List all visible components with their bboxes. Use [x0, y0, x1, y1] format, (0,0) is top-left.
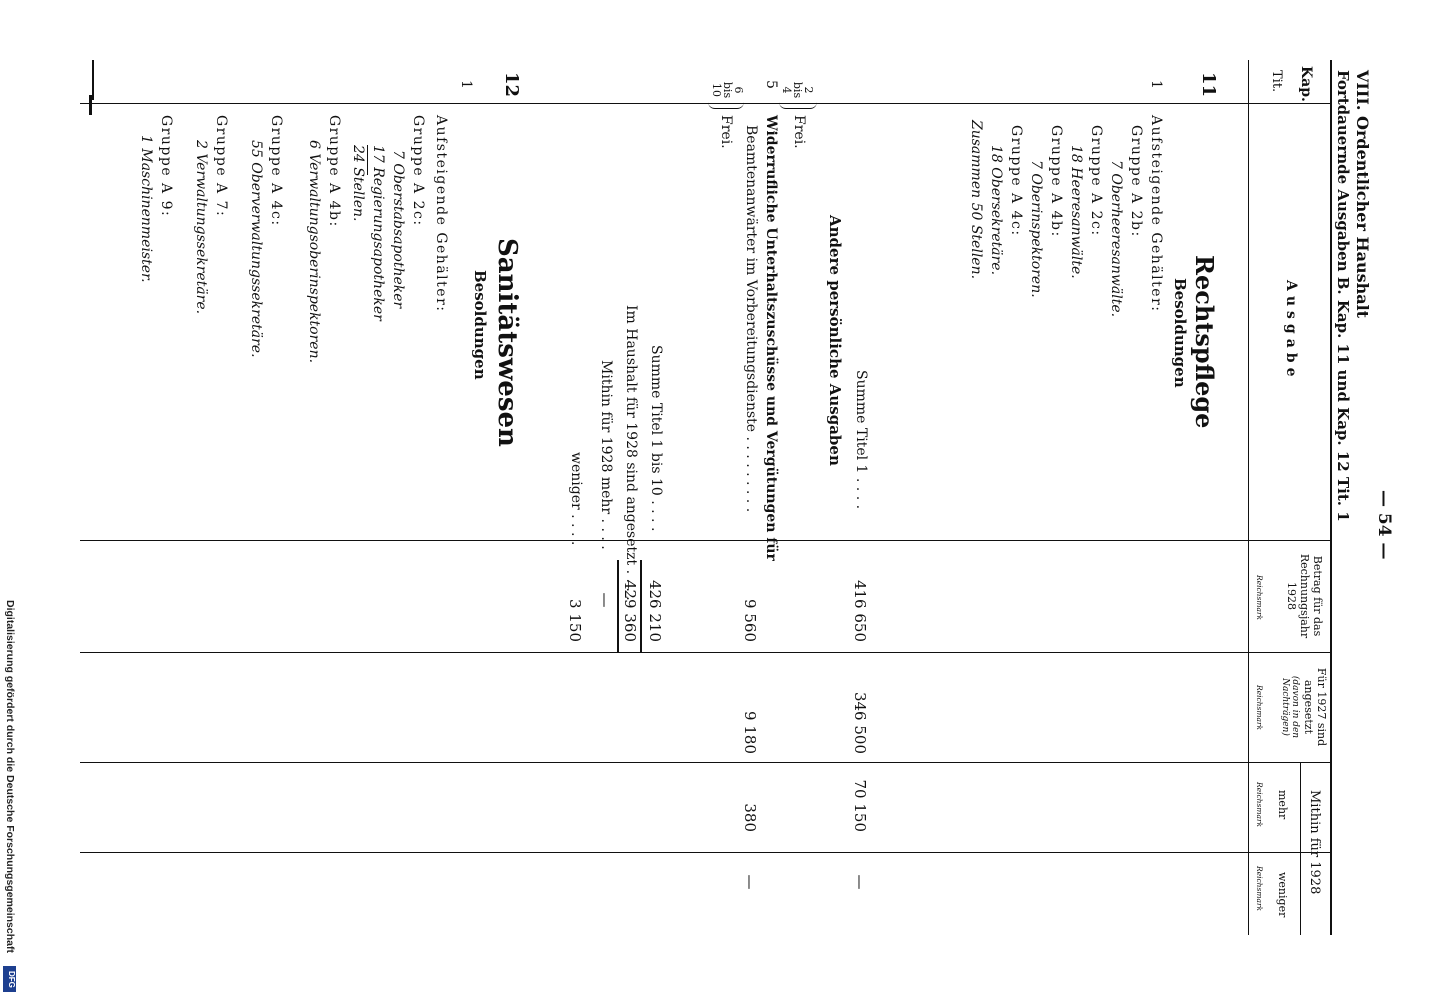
mithin-header-rule: [1300, 762, 1301, 935]
header-weniger: weniger: [1276, 872, 1289, 918]
kap12-line-11: Gruppe A 9:: [158, 115, 174, 218]
kap11-line-9: Zusammen 50 Stellen.: [968, 120, 984, 280]
kap11-line-2: 7 Oberheeresanwälte.: [1108, 160, 1124, 318]
col-rule-kap: [80, 103, 1332, 104]
kap11-summe-1-10: Summe Titel 1 bis 10 . . . .: [648, 345, 664, 532]
kap11-line-5: Gruppe A 4b:: [1048, 125, 1064, 238]
kap12-line-6: 6 Verwaltungsoberinspektoren.: [306, 140, 322, 364]
header-kap: Kap.: [1298, 66, 1314, 102]
kap11-mithin-mehr-betrag: —: [596, 592, 614, 608]
kap12-line-5: Gruppe A 4b:: [326, 115, 342, 228]
kap11-haushalt-betrag: 429 360: [621, 579, 639, 642]
kap11-andere-title: Andere persönliche Ausgaben: [826, 215, 844, 466]
kap11-tit-2-4: 2 bis 4: [780, 81, 815, 99]
kap11-tit5-weniger: —: [741, 874, 759, 890]
header-tit: Tit.: [1269, 70, 1284, 93]
kap12-line-12: 1 Maschinenmeister.: [138, 135, 154, 283]
table-top-rule: [1330, 60, 1332, 935]
kap11-tit-6-10: 6 bis 10: [710, 81, 745, 99]
kap11-line-8: 18 Obersekretäre.: [988, 145, 1004, 276]
kap11-line-1: Gruppe A 2b:: [1128, 125, 1144, 238]
kap11-summe-tit1-1927: 346 500: [851, 691, 869, 754]
header-mehr-unit: Reichsmark: [1255, 782, 1264, 828]
col-rule-mehr: [80, 852, 1332, 853]
kap11-summe-tit1-mehr: 70 150: [851, 779, 869, 832]
kap11-haushalt: Im Haushalt für 1928 sind angesetzt . . . .: [623, 305, 639, 601]
col-rule-ausgabe: [80, 540, 1332, 541]
dfg-credit-text: Digitalisierung gefördert durch die Deutsche Forschungsgemeinschaft: [4, 600, 16, 953]
header-weniger-unit: Reichsmark: [1255, 866, 1264, 912]
kap11-title: Rechtspflege: [1190, 255, 1219, 429]
page-number: — 54 —: [1374, 490, 1394, 560]
kap12-line-8: 55 Oberverwaltungssekretäre.: [248, 140, 264, 358]
kap11-line-4: 18 Heeresanwälte.: [1068, 145, 1084, 279]
section-title: VIII. Ordentlicher Haushalt: [1353, 70, 1372, 319]
kap12-row-rule: [92, 60, 94, 100]
header-angesetzt: Für 1927 sind angesetzt: [1302, 667, 1328, 747]
kap12-line-9: Gruppe A 7:: [213, 115, 229, 218]
dfg-credit: [0, 600, 20, 995]
kap11-line-3: Gruppe A 2c:: [1088, 125, 1104, 237]
header-angesetzt-note: (davon in den Nachträgen): [1280, 675, 1300, 739]
kap11-mithin-mehr: Mithin für 1928 mehr . . . .: [598, 360, 614, 550]
kap11-haushalt-rule: [618, 560, 620, 652]
kap11-tit5-1927: 9 180: [741, 711, 759, 754]
kap11-brace-2-4: [779, 102, 817, 109]
header-betrag: Betrag für das Rechnungsjahr 1928: [1285, 553, 1324, 639]
col-rule-betrag: [80, 652, 1332, 653]
kap11-besoldungen: Besoldungen: [1171, 278, 1189, 388]
kap12-aufsteigende: Aufsteigende Gehälter:: [433, 115, 449, 313]
kap11-summe-rule: [641, 560, 643, 652]
kap11-tit5: 5: [763, 80, 779, 89]
header-mithin: Mithin für 1928: [1307, 790, 1322, 895]
kap12-line-3: 17 Regierungsapotheker: [370, 145, 386, 321]
kap11-line-7: Gruppe A 4c:: [1008, 125, 1024, 237]
header-betrag-unit: Reichsmark: [1255, 575, 1264, 621]
kap12-besoldungen: Besoldungen: [471, 270, 489, 380]
kap12-title: Sanitätswesen: [492, 238, 522, 447]
kap12-tit1: 1: [458, 80, 474, 89]
kap12-line-7: Gruppe A 4c:: [268, 115, 284, 227]
section-subtitle: Fortdauernde Ausgaben B. Kap. 11 und Kap. 12 Tit. 1: [1334, 70, 1352, 522]
kap11-line-6: 7 Oberinspektoren.: [1028, 160, 1044, 298]
kap12-line-4: 24 Stellen.: [350, 145, 366, 222]
kap11-aufsteigende: Aufsteigende Gehälter:: [1148, 115, 1164, 313]
kap12-number: 12: [501, 72, 522, 98]
kap11-tit5-betrag: 9 560: [741, 599, 759, 642]
kap11-summe-1-10-betrag: 426 210: [646, 579, 664, 642]
kap11-weniger-betrag: 3 150: [566, 599, 584, 642]
kap11-tit5-mehr: 380: [741, 803, 759, 832]
header-mehr: mehr: [1276, 790, 1289, 820]
header-ausgabe: Ausgabe: [1283, 280, 1299, 382]
dfg-logo: DFG: [3, 966, 16, 992]
kap11-tit5-text-1: Widerrufliche Unterhaltszuschüsse und Vergütungen für: [763, 115, 779, 561]
header-angesetzt-unit: Reichsmark: [1255, 685, 1264, 731]
kap12-sum-rule: [367, 145, 368, 175]
kap11-brace-6-10: [708, 102, 744, 109]
kap11-tit5-text-2: Beamtenanwärter im Vorbereitungsdienste . . . . . . . . .: [743, 125, 759, 513]
kap11-frei-1: Frei.: [791, 115, 807, 149]
kap11-number: 11: [1198, 72, 1219, 98]
kap12-line-2: 7 Oberstabsapotheker: [390, 150, 406, 309]
kap11-tit1: 1: [1148, 80, 1164, 89]
table-header-rule: [1248, 60, 1249, 935]
kap11-frei-2: Frei.: [718, 115, 734, 149]
col-rule-angesetzt: [80, 762, 1332, 763]
kap12-line-1: Gruppe A 2c:: [410, 115, 426, 227]
kap11-summe-tit1: Summe Titel 1 . . . .: [853, 370, 869, 510]
kap12-line-10: 2 Verwaltungssekretäre.: [193, 140, 209, 315]
kap11-summe-tit1-betrag: 416 650: [851, 579, 869, 642]
kap11-weniger: weniger . . . .: [568, 452, 584, 546]
kap11-summe-tit1-weniger: —: [851, 874, 869, 890]
